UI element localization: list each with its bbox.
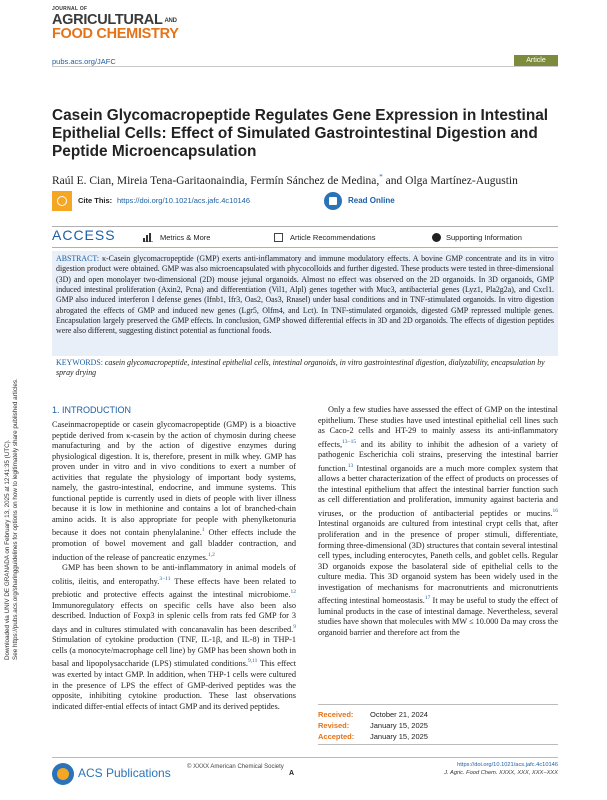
revised-date: January 15, 2025 xyxy=(370,721,428,730)
keywords-label: KEYWORDS: xyxy=(56,358,103,367)
intro-p2c-text: Immunoregulatory effects on specific cells have also been also described. Induction of Foxp3 in splenic cells from rats fed GMP for 3 days and in cultures stimulated with concanavalin has been described. xyxy=(52,600,296,634)
intro-p2b-text: These effects have been related to prebiotic and protective effects against the intestinal microbiome. xyxy=(52,576,296,600)
revised-row xyxy=(318,720,558,731)
supporting-info-link[interactable]: Supporting Information xyxy=(446,233,522,242)
supporting-info-icon[interactable] xyxy=(432,233,441,242)
dates-bottom-rule xyxy=(318,744,558,745)
metrics-link[interactable]: Metrics & More xyxy=(160,233,211,242)
side-note-line-2[interactable]: See https://pubs.acs.org/sharingguidelines for options on how to legitimately share published articles. xyxy=(12,378,19,660)
acs-logo-inner xyxy=(57,768,69,780)
cite-bar xyxy=(52,191,422,211)
reference-link[interactable]: 1 xyxy=(201,527,205,534)
authors-part-1: Raúl E. Cian, Mireia Tena-Garitaonaindia, Fermín Sánchez de Medina, xyxy=(52,174,380,187)
intro-paragraph-1 xyxy=(52,420,296,563)
acs-logo-icon xyxy=(52,763,74,785)
header-divider xyxy=(52,66,558,67)
intro-p3a-text: Only a few studies have assessed the effect of GMP on the intestinal epithelium. These studies have used intestinal epithelial cell lines such as Caco-2 cells and HT-29 to mainly assess its anti-inflammatory effects, xyxy=(318,405,558,449)
read-online-link[interactable]: Read Online xyxy=(348,196,395,205)
reference-link[interactable]: 9 xyxy=(293,623,296,630)
intro-p2d-text: Stimulation of cytokine production (TNF, IL-1β, and IL-8) in THP-1 cells (a monocyte/macrophage cell line) by GMP has been shown both in basal and lipopolysaccharide (LPS) stimulated conditions. xyxy=(52,635,296,669)
journal-logo-agricultural: AGRICULTURAL xyxy=(52,12,163,28)
read-online-icon[interactable] xyxy=(324,192,342,210)
reference-link[interactable]: 13−15 xyxy=(342,438,357,445)
reference-link[interactable]: 12 xyxy=(290,589,296,596)
recommendations-doc-icon[interactable] xyxy=(274,233,283,242)
access-bar-bottom-rule xyxy=(52,247,558,248)
authors-part-2: and Olga Martínez-Augustin xyxy=(382,174,518,187)
received-date: October 21, 2024 xyxy=(370,710,428,719)
download-side-note xyxy=(4,240,32,660)
cite-doi-link[interactable]: https://doi.org/10.1021/acs.jafc.4c10146 xyxy=(117,196,251,205)
keywords xyxy=(56,358,554,379)
reference-link[interactable]: 13 xyxy=(347,462,354,469)
read-online-glyph xyxy=(329,197,337,205)
reference-link[interactable]: 1,2 xyxy=(207,551,215,558)
received-label: Received: xyxy=(318,710,354,719)
abstract-text: κ-Casein glycomacropeptide (GMP) exerts anti-inflammatory and immune modulatory effects. A bovine GMP concentrate and its in vitro digestion product were obtained. GMP was also microencapsulated with phycocolloids and further digested. These products were tested in three-dimensional (3D) and open monolayer two-dimensional (2D) mouse jejunal organoids. Almost no effect was observed on the 2D organoids. In 3D organoids, GMP induced intestinal proliferation (Axin2, Pcna) and differentiation (Vil1, Alpl) genes together with Muc3, antibacterial genes (Lyz1, Pla2g2a), and Cxcl1. GMP also induced interferon I defense genes (Ifnb1, Ifr3, Oas2, Oas3, Rnasel) under basal conditions and in TNF-stimulated organoids. In vitro digestion abrogated the effects of GMP and induced new genes (Lgr5, Olfm4, and Lct). In TNF-stimulated organoids, digested GMP repressed multiple genes. Encapsulation largely preserved the GMP effects. In conclusion, GMP showed differential effects in 3D and 2D organoids. The effects of digestion peptides were also different, suggesting distinct potential as functional foods. xyxy=(56,254,554,336)
footer-citation xyxy=(436,762,558,777)
page-number: A xyxy=(289,770,295,777)
reference-link[interactable]: 16 xyxy=(552,507,558,514)
abstract xyxy=(56,254,554,337)
journal-logo-and: AND xyxy=(164,18,177,24)
cite-label: Cite This: xyxy=(78,196,113,205)
accepted-row xyxy=(318,731,558,742)
intro-paragraph-2 xyxy=(52,563,296,712)
side-note-line-1: Downloaded via UNIV DE GRANADA on February 13, 2025 at 12:41:35 (UTC). xyxy=(4,439,11,660)
intro-p1-text: Caseinmacropeptide or casein glycomacropeptide (GMP) is a bioactive peptide derived from κ-casein by the action of chymosin during cheese manufacturing and by the action of digestive enzymes during physiological digestion. It is, therefore, present in milk whey. GMP has proven under in vitro and in vivo conditions to exert a number of activities that regulate the physiology of important body systems, namely, the gastro-intestinal, endocrine, and immune systems. This functional peptide is currently used in diets of people with liver illness because it is low in methionine and contains a lot of branched-chain amino acids. It is also appropriate for people with phenylketonuria because it does not contain phenylalanine. xyxy=(52,420,296,538)
article-title: Casein Glycomacropeptide Regulates Gene Expression in Intestinal Epithelial Cells: Effect of Simulated Gastrointestinal Digestion and Peptide Microencapsulation xyxy=(52,107,549,160)
intro-p1b-text: Other effects include the promotion of bowel movement and gall bladder contraction, and induction of the release of pancreatic enzymes. xyxy=(52,528,296,562)
footer-journal-citation: J. Agric. Food Chem. XXXX, XXX, XXX−XXX xyxy=(444,769,558,776)
footer-doi-link[interactable]: https://doi.org/10.1021/acs.jafc.4c10146 xyxy=(457,762,558,768)
intro-p3e-text: It may be useful to study the effect of luminal products in the case of intestinal damage. Nevertheless, several studies have shown that molecules with MW ≤ 10.000 Da may cross the organoid barrier and therefore act from the xyxy=(318,596,558,637)
acs-publications-wordmark: ACS Publications xyxy=(78,766,171,780)
access-label: ACCESS xyxy=(52,227,116,243)
section-heading-introduction: 1. INTRODUCTION xyxy=(52,405,132,415)
keywords-text: casein glycomacropeptide, intestinal epithelial cells, intestinal organoids, in vitro gastrointestinal digestion, dialyzability, encapsulation by spray drying xyxy=(56,358,545,378)
abstract-label: ABSTRACT: xyxy=(56,254,100,263)
article-type-badge: Article xyxy=(514,55,558,67)
dates-top-rule xyxy=(318,704,558,705)
intro-p2a-text: GMP has been shown to be anti-inflammatory in animal models of colitis, ileitis, and enteropathy. xyxy=(52,563,296,586)
right-column xyxy=(318,405,558,638)
corresponding-author-mark[interactable]: * xyxy=(379,173,383,181)
accepted-label: Accepted: xyxy=(318,732,355,741)
access-bar-top-rule xyxy=(52,226,558,227)
recommendations-link[interactable]: Article Recommendations xyxy=(290,233,376,242)
journal-logo-line2: FOOD CHEMISTRY xyxy=(52,26,179,42)
footer-divider xyxy=(52,757,558,758)
reference-link[interactable]: 9,11 xyxy=(247,658,258,665)
reference-link[interactable]: 3−11 xyxy=(159,575,171,582)
journal-url-link[interactable]: pubs.acs.org/JAFC xyxy=(52,57,116,66)
intro-p3d-text: Intestinal organoids are cultured from intestinal crypt cells that, after proliferation and in the presence of proper stimuli, differentiate, forming three-dimensional (3D) structures that contain several intestinal cell types, including enterocytes, Paneth cells, and goblet cells. Regular 3D organoids expose the basolateral side of epithelial cells to the culture media. This 3D organoid system has been widely used in the investigation of mechanisms for macronutrients and micronutrients affecting intestinal homeostasis. xyxy=(318,519,558,606)
reference-link[interactable]: 17 xyxy=(424,595,431,602)
left-column xyxy=(52,420,296,712)
received-row xyxy=(318,709,558,720)
revised-label: Revised: xyxy=(318,721,350,730)
cite-icon[interactable] xyxy=(52,191,72,211)
intro-p3b-text: and its ability to inhibit the adhesion of a variety of pathogenic Escherichia coli strains, preserving the intestinal barrier function. xyxy=(318,439,558,473)
copyright-notice: © XXXX American Chemical Society xyxy=(187,764,284,770)
accepted-date: January 15, 2025 xyxy=(370,732,428,741)
article-dates xyxy=(318,709,558,742)
author-list xyxy=(52,170,558,188)
journal-logo-small: JOURNAL OF xyxy=(52,6,88,12)
metrics-bar-chart-icon[interactable] xyxy=(143,233,153,242)
cite-icon-glyph xyxy=(57,196,67,206)
intro-p2e-text: This effect was exerted by intact GMP. In addition, when THP-1 cells were cultured in the presence of LPS the effect of GMP-derived peptides was the opposite, inhibiting cytokine production. These last observations indicated differ-ential effects of intact GMP and its derived peptides. xyxy=(52,659,296,711)
intro-paragraph-3 xyxy=(318,405,558,638)
intro-p3c-text: Intestinal organoids are a much more complex system that allows a better characterization of the effect of products on processes of the intestinal epithelium that affect the intestinal barrier function such as cell differentiation and proliferation, immunity against bacteria and viruses, or the production of antibacterial peptides or mucins. xyxy=(318,463,558,518)
